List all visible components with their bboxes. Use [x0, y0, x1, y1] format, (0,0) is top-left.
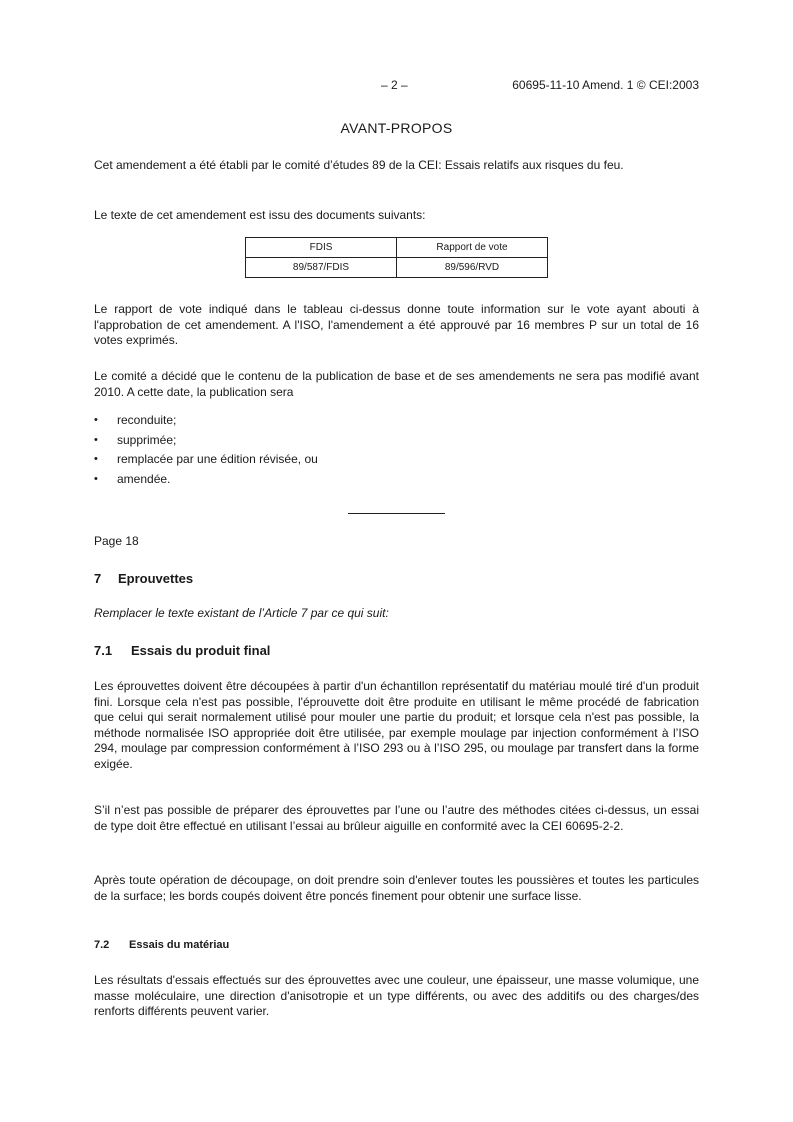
replacement-instruction: Remplacer le texte existant de l’Article 7 par ce qui suit:: [94, 606, 389, 620]
table-header-cell: FDIS: [246, 238, 397, 258]
separator-line: [348, 513, 445, 514]
table-header-row: [246, 238, 548, 258]
vote-report-paragraph: Le rapport de vote indiqué dans le tableau ci-dessus donne toute information sur le vote ayant abouti à l'approbation de cet amendement. A l'ISO, l'amendement a été approuvé par 16 membres P sur un total de 16 votes exprimés.: [94, 302, 699, 347]
table-cell: 89/587/FDIS: [246, 258, 397, 278]
section-7-1-paragraph-3: Après toute opération de découpage, on doit prendre soin d'enlever toutes les poussières et toutes les particules de la surface; les bords coupés doivent être poncés finement pour obtenir une surface lisse.: [94, 873, 699, 903]
section-7-2-paragraph-1: Les résultats d'essais effectués sur des éprouvettes avec une couleur, une épaisseur, une masse volumique, une masse moléculaire, une direction d'anisotropie et un type différents, ou avec des additifs ou des charges/des renforts différents peuvent varier.: [94, 973, 699, 1018]
table-cell: 89/596/RVD: [397, 258, 548, 278]
list-item: • remplacée par une édition révisée, ou: [94, 452, 699, 472]
section-title: Essais du matériau: [129, 939, 230, 951]
page-title: AVANT-PROPOS: [340, 120, 453, 136]
section-number: 7: [94, 571, 102, 586]
list-item: • supprimée;: [94, 433, 699, 453]
list-item: • amendée.: [94, 472, 699, 492]
page-reference: Page 18: [94, 534, 139, 548]
list-item: • reconduite;: [94, 413, 699, 433]
documents-intro-paragraph: Le texte de cet amendement est issu des documents suivants:: [94, 208, 426, 222]
section-number: 7.1: [94, 643, 113, 658]
section-title: Eprouvettes: [118, 571, 194, 586]
section-number: 7.2: [94, 939, 110, 951]
page-header: [94, 77, 699, 93]
section-7-1-paragraph-1: Les éprouvettes doivent être découpées à partir d'un échantillon représentatif du matériau moulé tiré d'un produit fini. Lorsque cela n'est pas possible, l'éprouvette doit être produite en utilisant le même procédé de fabrication que celui qui serait normalement utilisé pour mouler une partie du produit; et lorsque cela n'est pas possible, la méthode normalisée ISO appropriée doit être utilisée, par exemple moulage par injection conformément à l’ISO 294, moulage par compression conformément à l’ISO 293 ou à l’ISO 295, ou moulage par transfert dans la forme exigée.: [94, 679, 699, 771]
page-number: – 2 –: [381, 78, 408, 92]
intro-paragraph: Cet amendement a été établi par le comité d’études 89 de la CEI: Essais relatifs aux risques du feu.: [94, 158, 624, 172]
table-header-cell: Rapport de vote: [397, 238, 548, 258]
section-7-1-heading: [94, 643, 270, 658]
section-title: Essais du produit final: [131, 643, 271, 658]
section-7-2-heading: [94, 939, 229, 951]
document-reference: 60695-11-10 Amend. 1 © CEI:2003: [512, 78, 699, 92]
table-row: [246, 258, 548, 278]
section-7-1-paragraph-2: S’il n’est pas possible de préparer des éprouvettes par l’une ou l’autre des méthodes citées ci-dessus, un essai de type doit être effectué en utilisant l’essai au brûleur aiguille en conformité avec la CEI 60695-2-2.: [94, 803, 699, 833]
bullet-list: [94, 413, 699, 492]
documents-table: [245, 237, 548, 278]
section-7-heading: [94, 571, 193, 586]
committee-decision-paragraph: Le comité a décidé que le contenu de la publication de base et de ses amendements ne sera pas modifié avant 2010. A cette date, la publication sera: [94, 369, 699, 399]
